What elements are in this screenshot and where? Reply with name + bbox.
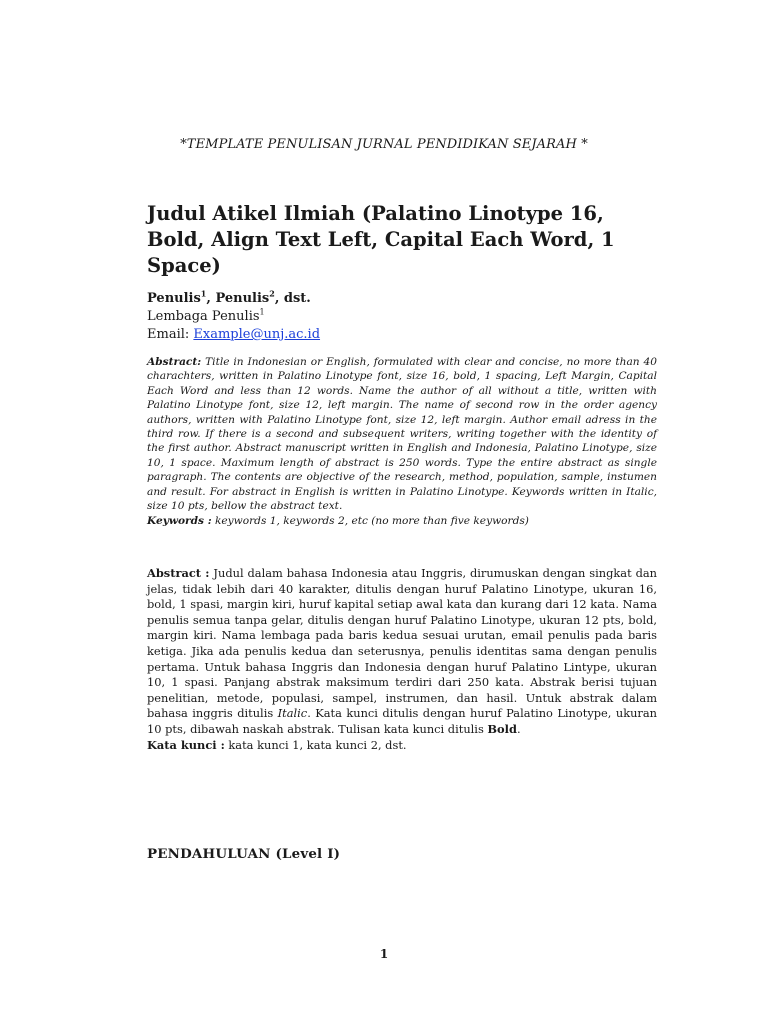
keywords-indonesian [147,738,407,753]
author-names [147,290,320,308]
abstract-en-text: Title in Indonesian or English, formulated with clear and concise, no more than 40 charachters, written in Palatino Linotype font, size 16, bold, 1 spacing, Left Margin, Capital Each Word and less than 12 words. Name the author of all without a title, written with Palatino Linotype font, size 12, left margin. The name of second row in the order agency authors, written with Palatino Linotype font, size 12, left margin. Author email adress in the third row. If there is a second and subsequent writers, writing together with the identity of the first author. Abstract manuscript written in English and Indonesia, Palatino Linotype, size 10, 1 space. Maximum length of abstract is 250 words. Type the entire abstract as single paragraph. The contents are objective of the research, method, population, sample, instumen and result. For abstract in English is written in Palatino Linotype. Keywords written in Italic, size 10 pts, bellow the abstract text. [147,356,657,513]
email-label: Email: [147,327,194,342]
article-title: Judul Atikel Ilmiah (Palatino Linotype 16, Bold, Align Text Left, Capital Each Word, 1 Space) [147,202,615,277]
author-email-line [147,326,320,344]
abstract-english [147,355,657,513]
abstract-id-italic-word: Italic [277,706,308,721]
keywords-id-label: Kata kunci : [147,738,225,752]
institution-sup: 1 [259,307,265,317]
abstract-indonesian [147,566,657,738]
keywords-en-label: Keywords : [147,515,212,527]
abstract-id-bold-word: Bold [487,721,517,736]
keywords-en-text: keywords 1, keywords 2, etc (no more than five keywords) [211,515,529,527]
author-2-sup: 2 [269,288,275,299]
author-block [147,290,320,344]
abstract-id-text-1: Judul dalam bahasa Indonesia atau Inggris, dirumuskan dengan singkat dan jelas, tidak lebih dari 40 karakter, ditulis dengan huruf Palatino Linotype, ukuran 16, bold, 1 spasi, margin kiri, huruf kapital setiap awal kata dan kurang dari 12 kata. Nama penulis semua tanpa gelar, ditulis dengan huruf Palatino Linotype, ukuran 12 pts, bold, margin kiri. Nama lembaga pada baris kedua sesuai urutan, email penulis pada baris ketiga. Jika ada penulis kedua dan seterusnya, penulis identitas sama dengan penulis pertama. Untuk bahasa Inggris dan Indonesia dengan huruf Palatino Lintype, ukuran 10, 1 spasi. Panjang abstrak maksimum terdiri dari 250 kata. Abstrak berisi tujuan penelitian, metode, populasi, sampel, instrumen, dan hasil. Untuk abstrak dalam bahasa inggris ditulis [147,566,657,721]
author-separator: , [206,291,216,306]
author-2: Penulis [215,291,270,306]
abstract-id-label: Abstract : [147,566,210,580]
keywords-english [147,514,657,528]
journal-template-header: *TEMPLATE PENULISAN JURNAL PENDIDIKAN SEJARAH * [180,137,588,152]
author-tail: , dst. [274,291,311,306]
email-link[interactable]: Example@unj.ac.id [193,327,321,342]
abstract-id-text-3: . [516,721,521,736]
author-institution [147,308,320,326]
institution-name: Lembaga Penulis [147,309,260,324]
author-1: Penulis [147,291,201,306]
keywords-id-text: kata kunci 1, kata kunci 2, dst. [224,738,407,752]
section-heading: PENDAHULUAN (Level I) [147,846,341,862]
abstract-id-text-2: . Kata kunci ditulis dengan huruf Palatino Linotype, ukuran 10 pts, dibawah naskah abstrak. Tulisan kata kunci ditulis [147,706,658,736]
page-number: 1 [379,947,389,961]
abstract-en-label: Abstract: [147,356,202,368]
author-1-sup: 1 [200,288,207,299]
